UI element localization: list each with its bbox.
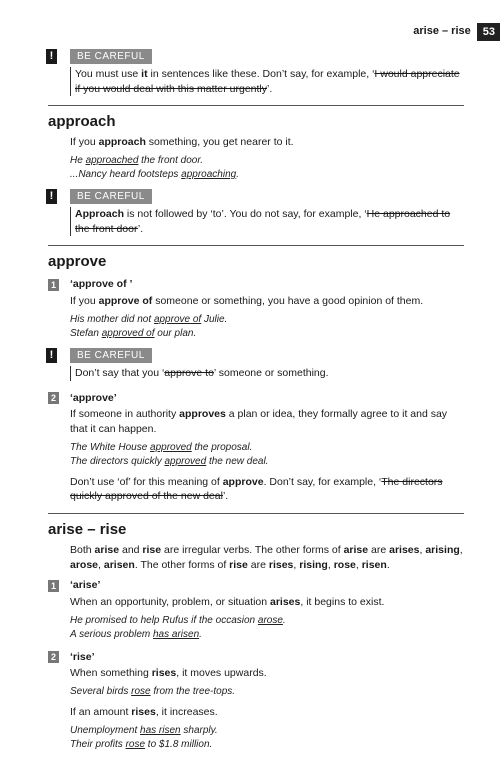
entry-heading-approve: approve — [48, 253, 107, 271]
bold-term: rises — [131, 706, 156, 719]
sense-label: ‘approve’ — [70, 391, 117, 404]
page-content — [48, 48, 464, 752]
bold-term: it — [141, 68, 148, 80]
page-number: 53 — [477, 23, 500, 41]
definition: If someone in authority approves a plan or idea, they formally agree to it and say that it can happen. — [70, 408, 448, 435]
definition — [70, 135, 464, 150]
incorrect-example: He approached to the front door — [75, 208, 451, 235]
sense-body — [48, 595, 464, 642]
usage-note: Don’t use ‘of’ for this meaning of approve. Don’t say, for example, ‘The directors quickly approved of the new deal’. — [70, 475, 443, 503]
sense-number: 2 — [48, 392, 59, 404]
definition: When something rises, it moves upwards. — [70, 667, 267, 680]
warning-text — [70, 67, 464, 96]
bold-term: Approach — [75, 208, 125, 221]
divider — [48, 105, 464, 106]
definition: When an opportunity, problem, or situation arises, it begins to exist. — [70, 596, 385, 608]
example: His mother did not approve of Julie. — [70, 313, 228, 325]
example: Stefan approved of our plan. — [70, 327, 197, 339]
definition: If you approve of someone or something, you have a good opinion of them. — [70, 295, 424, 308]
be-careful-label: BE CAREFUL — [70, 348, 152, 363]
sense-heading — [48, 578, 464, 593]
be-careful-box — [48, 188, 464, 236]
sense-label: ‘approve of ’ — [70, 278, 133, 291]
definition: If an amount rises, it increases. — [70, 706, 218, 719]
sense-label: ‘arise’ — [70, 579, 101, 592]
exclamation-icon: ! — [46, 189, 57, 204]
entry-heading-arise-rise: arise – rise — [48, 520, 127, 538]
sense-body — [48, 407, 464, 504]
text: ’. — [267, 82, 273, 95]
divider — [48, 245, 464, 246]
sense-body — [48, 294, 464, 341]
be-careful-label: BE CAREFUL — [70, 49, 152, 64]
warning-text: Don’t say that you ‘approve to’ someone or something. — [70, 366, 464, 381]
entry-heading-approach: approach — [48, 113, 116, 131]
intro-paragraph: Both arise and rise are irregular verbs. The other forms of arise are arises, arising, arose, arisen. The other forms of rise are rises, rising, rose, risen. — [70, 543, 463, 571]
exclamation-icon: ! — [46, 49, 57, 64]
sense-heading — [48, 277, 464, 292]
bold-term: rises — [151, 667, 177, 680]
be-careful-label: BE CAREFUL — [70, 189, 152, 204]
sense-number: 2 — [48, 651, 59, 663]
running-headword: arise – rise — [413, 25, 471, 38]
bold-term: arises — [270, 596, 301, 608]
text: something, you get nearer to it. — [145, 136, 294, 149]
text: You must use — [75, 68, 142, 80]
sense-heading — [48, 650, 464, 665]
bold-term: approve — [222, 475, 264, 488]
incorrect-example: The directors quickly approved of the new deal — [70, 475, 443, 503]
bold-term: approves — [179, 408, 226, 421]
text: in sentences like these. Don’t say, for example, ‘ — [147, 68, 375, 80]
bold-term: approach — [98, 136, 146, 149]
example: The directors quickly approved the new deal. — [70, 455, 269, 467]
example: He approached the front door. — [70, 155, 204, 167]
text: If you — [70, 136, 99, 149]
example: Their profits rose to $1.8 million. — [70, 738, 213, 750]
warning-text: Approach is not followed by ‘to’. You do not say, for example, ‘He approached to the front door’. — [70, 207, 464, 236]
example: He promised to help Rufus if the occasion arose. — [70, 614, 286, 626]
sense-number: 1 — [48, 279, 59, 291]
entry-body — [48, 135, 464, 182]
entry-body — [48, 543, 464, 572]
exclamation-icon: ! — [46, 348, 57, 363]
be-careful-box — [48, 347, 464, 381]
sense-heading — [48, 391, 464, 406]
sense-number: 1 — [48, 580, 59, 592]
example: Several birds rose from the tree-tops. — [70, 686, 236, 698]
example: ...Nancy heard footsteps approaching. — [70, 169, 239, 181]
sense-body — [48, 666, 464, 751]
bold-term: approve of — [98, 295, 153, 308]
example: Unemployment has risen sharply. — [70, 724, 218, 736]
example: A serious problem has arisen. — [70, 628, 202, 640]
example: The White House approved the proposal. — [70, 441, 253, 453]
divider — [48, 513, 464, 514]
incorrect-example: approve to — [164, 366, 214, 379]
be-careful-box — [48, 48, 464, 96]
incorrect-example: I would appreciate if you would deal with this matter urgently — [75, 68, 460, 95]
sense-label: ‘rise’ — [70, 650, 95, 663]
running-header — [413, 22, 500, 42]
